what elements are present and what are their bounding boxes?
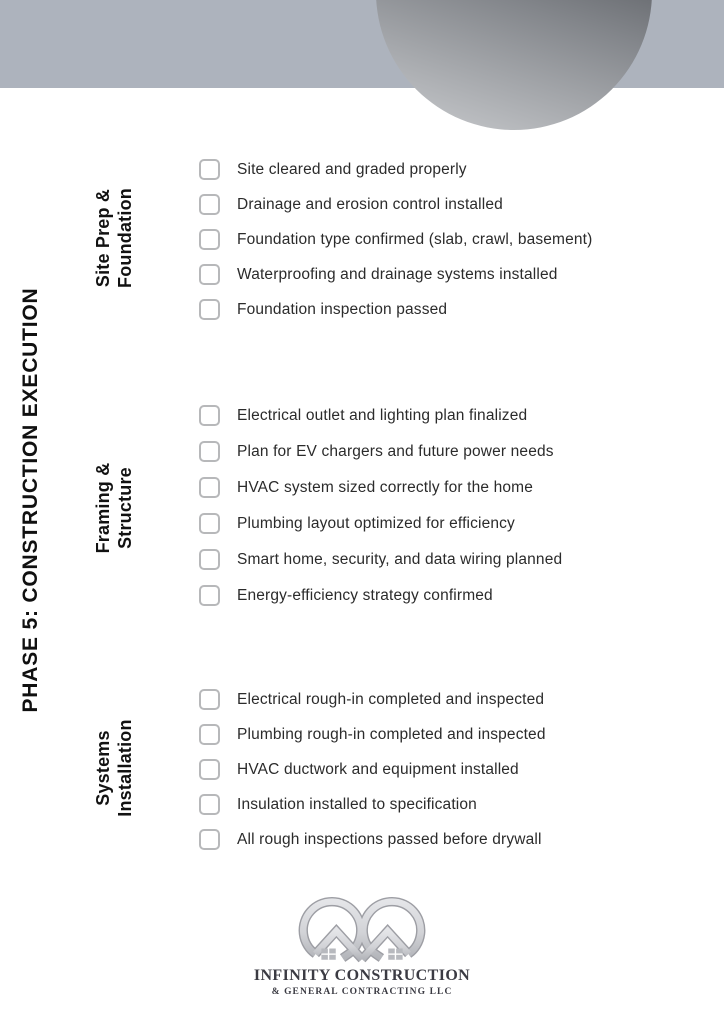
section-label-framing-structure: [93, 358, 137, 658]
checklist-item-row: [199, 299, 592, 320]
checklist-item-label: Foundation type confirmed (slab, crawl, basement): [237, 230, 593, 248]
checklist-item-row: [199, 724, 546, 745]
checklist-item-label: All rough inspections passed before drywall: [237, 830, 542, 848]
checklist-item-row: [199, 264, 592, 285]
checklist-item-label: Foundation inspection passed: [237, 300, 448, 318]
checklist-item-label: Electrical rough-in completed and inspected: [237, 690, 545, 708]
checklist-item-label: Plumbing layout optimized for efficiency: [237, 514, 515, 532]
checklist-item-label: HVAC system sized correctly for the home: [237, 478, 533, 496]
checkbox[interactable]: [199, 724, 220, 745]
checklist-item-label: Site cleared and graded properly: [237, 160, 467, 178]
checklist-item-row: [199, 829, 546, 850]
checklist-item-label: HVAC ductwork and equipment installed: [237, 760, 519, 778]
checkbox[interactable]: [199, 759, 220, 780]
decorative-gradient-circle: [376, 0, 652, 130]
section-label-systems-installation: [93, 618, 137, 918]
section-label-line: Systems: [93, 730, 113, 806]
checkbox[interactable]: [199, 585, 220, 606]
checklist-item-label: Drainage and erosion control installed: [237, 195, 503, 213]
checklist-item-row: [199, 441, 562, 462]
checklist-item-label: Electrical outlet and lighting plan finalized: [237, 406, 528, 424]
checkbox[interactable]: [199, 477, 220, 498]
section-label-line: Framing &: [93, 462, 113, 554]
checklist-item-row: [199, 794, 546, 815]
checkbox[interactable]: [199, 794, 220, 815]
checkbox[interactable]: [199, 264, 220, 285]
checklist-section-site-prep: [199, 159, 592, 334]
checkbox[interactable]: [199, 689, 220, 710]
checkbox[interactable]: [199, 229, 220, 250]
checkbox[interactable]: [199, 513, 220, 534]
checkbox[interactable]: [199, 441, 220, 462]
checklist-item-row: [199, 759, 546, 780]
checklist-item-label: Smart home, security, and data wiring planned: [237, 550, 563, 568]
checklist-section-systems: [199, 689, 546, 864]
section-label-line: Structure: [114, 467, 135, 549]
checklist-item-row: [199, 513, 562, 534]
checklist-item-label: Insulation installed to specification: [237, 795, 477, 813]
checkbox[interactable]: [199, 549, 220, 570]
footer-logo: [0, 896, 724, 997]
section-label-line: Foundation: [114, 188, 135, 288]
section-label-site-prep-foundation: [93, 88, 137, 388]
checklist-item-label: Plumbing rough-in completed and inspected: [237, 725, 546, 743]
checkbox[interactable]: [199, 299, 220, 320]
page-title: PHASE 5: CONSTRUCTION EXECUTION: [19, 287, 42, 713]
brand-name: INFINITY CONSTRUCTION: [253, 967, 471, 984]
checklist-item-row: [199, 689, 546, 710]
brand-subtitle: & GENERAL CONTRACTING LLC: [271, 987, 453, 997]
checkbox[interactable]: [199, 829, 220, 850]
checklist-item-label: Plan for EV chargers and future power needs: [237, 442, 554, 460]
checkbox[interactable]: [199, 159, 220, 180]
checkbox[interactable]: [199, 405, 220, 426]
checklist-item-row: [199, 405, 562, 426]
checklist-item-row: [199, 477, 562, 498]
checklist-item-label: Waterproofing and drainage systems installed: [237, 265, 558, 283]
checkbox[interactable]: [199, 194, 220, 215]
window-icon: [321, 949, 335, 960]
checklist-item-row: [199, 549, 562, 570]
section-label-line: Site Prep &: [93, 188, 113, 288]
checklist-item-row: [199, 194, 592, 215]
window-icon: [388, 949, 402, 960]
checklist-item-row: [199, 159, 592, 180]
checklist-section-framing: [199, 405, 562, 621]
checklist-item-row: [199, 229, 592, 250]
checklist-item-row: [199, 585, 562, 606]
checklist-item-label: Energy-efficiency strategy confirmed: [237, 586, 493, 604]
infinity-houses-logo-icon: [287, 896, 437, 966]
section-label-line: Installation: [114, 719, 135, 817]
